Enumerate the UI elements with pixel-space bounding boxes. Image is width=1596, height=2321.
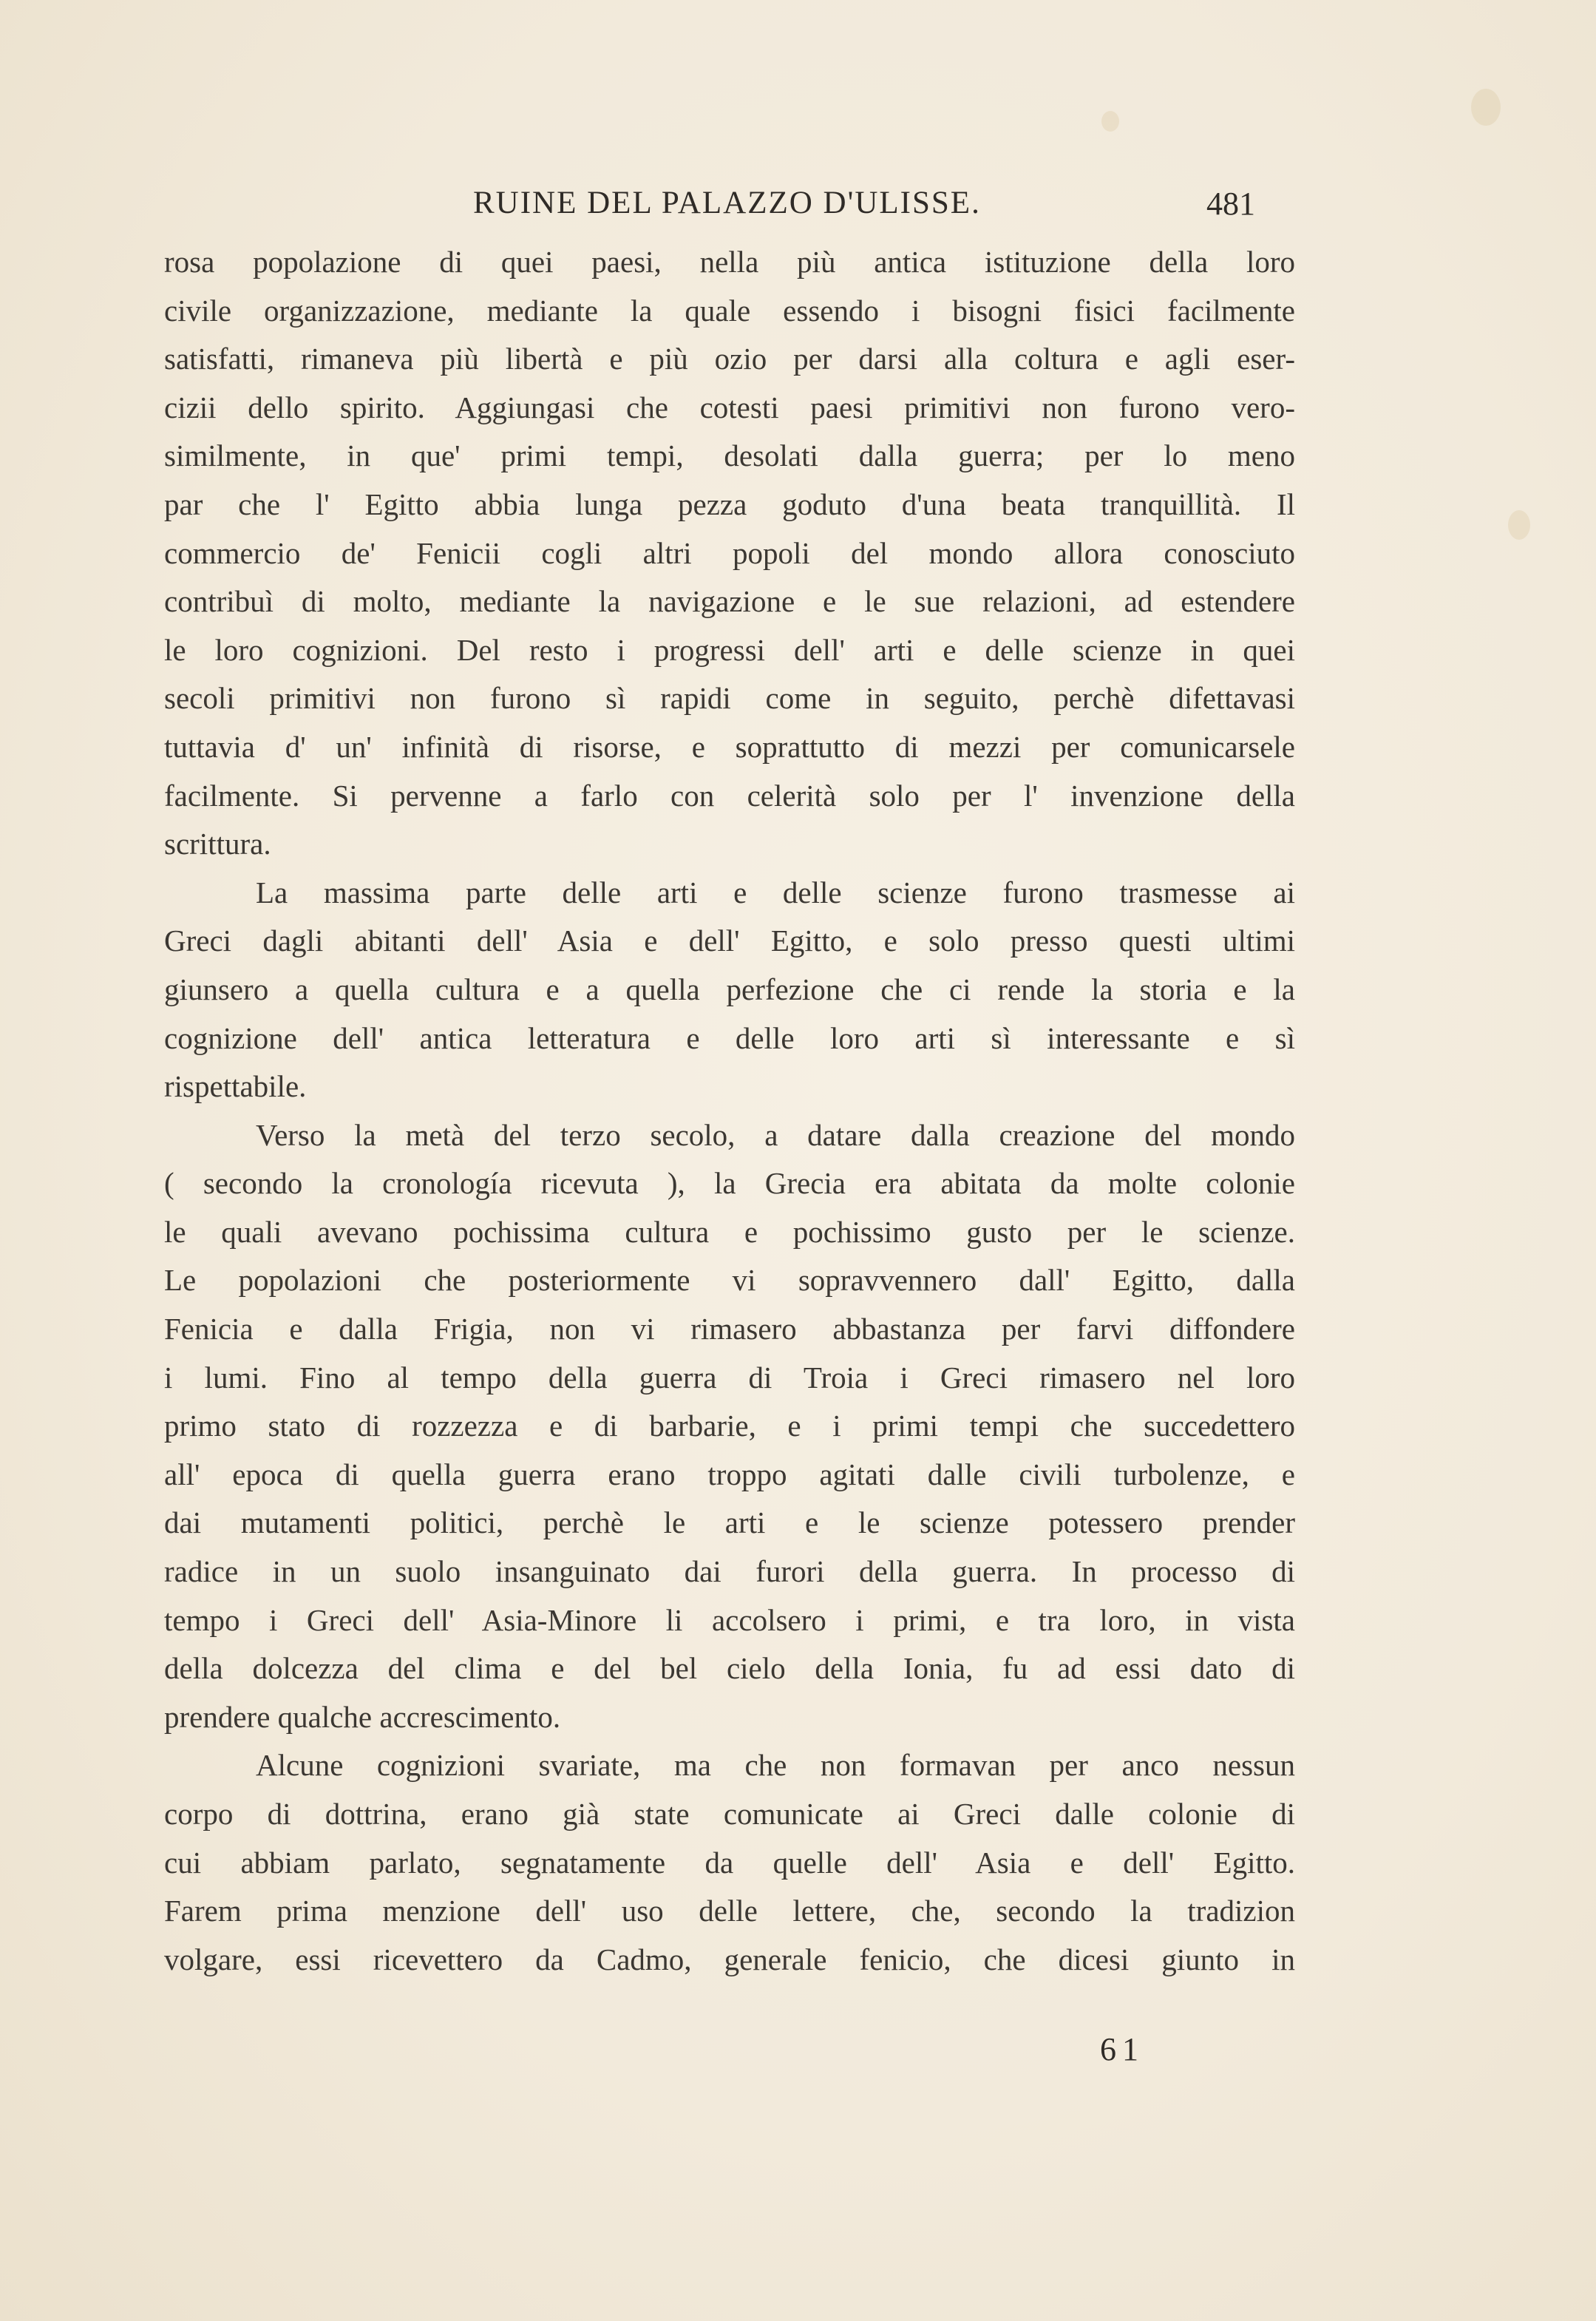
text-line: all' epoca di quella guerra erano troppo agitati dalle civili turbolenze, e — [164, 1457, 1295, 1491]
text-line: primo stato di rozzezza e di barbarie, e i primi tempi che succedettero — [164, 1409, 1295, 1443]
text-line: Fenicia e dalla Frigia, non vi rimasero abbastanza per farvi diffondere — [164, 1312, 1295, 1346]
text-line: della dolcezza del clima e del bel cielo della Ionia, fu ad essi dato di — [164, 1651, 1295, 1686]
running-title: RUINE DEL PALAZZO D'ULISSE. — [473, 186, 981, 220]
text-line: commercio de' Fenicii cogli altri popoli del mondo allora conosciuto — [164, 535, 1295, 570]
page-number: 481 — [1206, 186, 1255, 222]
text-line: Alcune cognizioni svariate, ma che non formavan per anco nessun — [256, 1748, 1295, 1783]
text-line: tempo i Greci dell' Asia-Minore li accolsero i primi, e tra loro, in vista — [164, 1602, 1295, 1637]
text-line: Farem prima menzione dell' uso delle lettere, che, secondo la tradizion — [164, 1894, 1295, 1928]
text-line: par che l' Egitto abbia lunga pezza goduto d'una beata tranquillità. Il — [164, 487, 1295, 521]
text-line: rispettabile. — [164, 1069, 307, 1104]
text-line: prendere qualche accrescimento. — [164, 1699, 561, 1734]
text-line: cognizione dell' antica letteratura e delle loro arti sì interessante e sì — [164, 1020, 1295, 1055]
text-line: le loro cognizioni. Del resto i progressi dell' arti e delle scienze in quei — [164, 632, 1295, 667]
text-line: Verso la metà del terzo secolo, a datare dalla creazione del mondo — [256, 1117, 1295, 1152]
text-line: civile organizzazione, mediante la quale essendo i bisogni fisici facilmente — [164, 293, 1295, 328]
text-line: corpo di dottrina, erano già state comunicate ai Greci dalle colonie di — [164, 1797, 1295, 1831]
text-line: Greci dagli abitanti dell' Asia e dell' Egitto, e solo presso questi ultimi — [164, 924, 1295, 958]
paper-stain — [1101, 111, 1119, 132]
text-line: ( secondo la cronología ricevuta ), la Grecia era abitata da molte colonie — [164, 1166, 1295, 1201]
paper-stain — [1471, 89, 1501, 126]
body-text — [164, 238, 1295, 1984]
text-line: radice in un suolo insanguinato dai furori della guerra. In processo di — [164, 1554, 1295, 1589]
text-line: facilmente. Si pervenne a farlo con celerità solo per l' invenzione della — [164, 778, 1295, 813]
text-line: volgare, essi ricevettero da Cadmo, generale fenicio, che dicesi giunto in — [164, 1942, 1295, 1976]
text-line: i lumi. Fino al tempo della guerra di Troia i Greci rimasero nel loro — [164, 1360, 1295, 1395]
running-head — [0, 185, 1596, 229]
text-line: cui abbiam parlato, segnatamente da quelle dell' Asia e dell' Egitto. — [164, 1845, 1295, 1880]
text-line: contribuì di molto, mediante la navigazione e le sue relazioni, ad estendere — [164, 584, 1295, 619]
text-line: tuttavia d' un' infinità di risorse, e soprattutto di mezzi per comunicarsele — [164, 729, 1295, 764]
text-line: le quali avevano pochissima cultura e pochissimo gusto per le scienze. — [164, 1214, 1295, 1249]
signature-mark: 61 — [1100, 2031, 1144, 2067]
text-line: dai mutamenti politici, perchè le arti e le scienze potessero prender — [164, 1505, 1295, 1540]
paper-stain — [1508, 510, 1530, 540]
text-line: La massima parte delle arti e delle scienze furono trasmesse ai — [256, 875, 1295, 909]
text-line: Le popolazioni che posteriormente vi sopravvennero dall' Egitto, dalla — [164, 1263, 1295, 1298]
text-line: secoli primitivi non furono sì rapidi come in seguito, perchè difettavasi — [164, 681, 1295, 716]
text-line: giunsero a quella cultura e a quella perfezione che ci rende la storia e la — [164, 972, 1295, 1006]
text-line: similmente, in que' primi tempi, desolati dalla guerra; per lo meno — [164, 438, 1295, 473]
text-line: rosa popolazione di quei paesi, nella più antica istituzione della loro — [164, 245, 1295, 279]
text-line: cizii dello spirito. Aggiungasi che cotesti paesi primitivi non furono vero- — [164, 390, 1295, 424]
text-line: scrittura. — [164, 827, 271, 861]
text-line: satisfatti, rimaneva più libertà e più ozio per darsi alla coltura e agli eser- — [164, 342, 1295, 376]
